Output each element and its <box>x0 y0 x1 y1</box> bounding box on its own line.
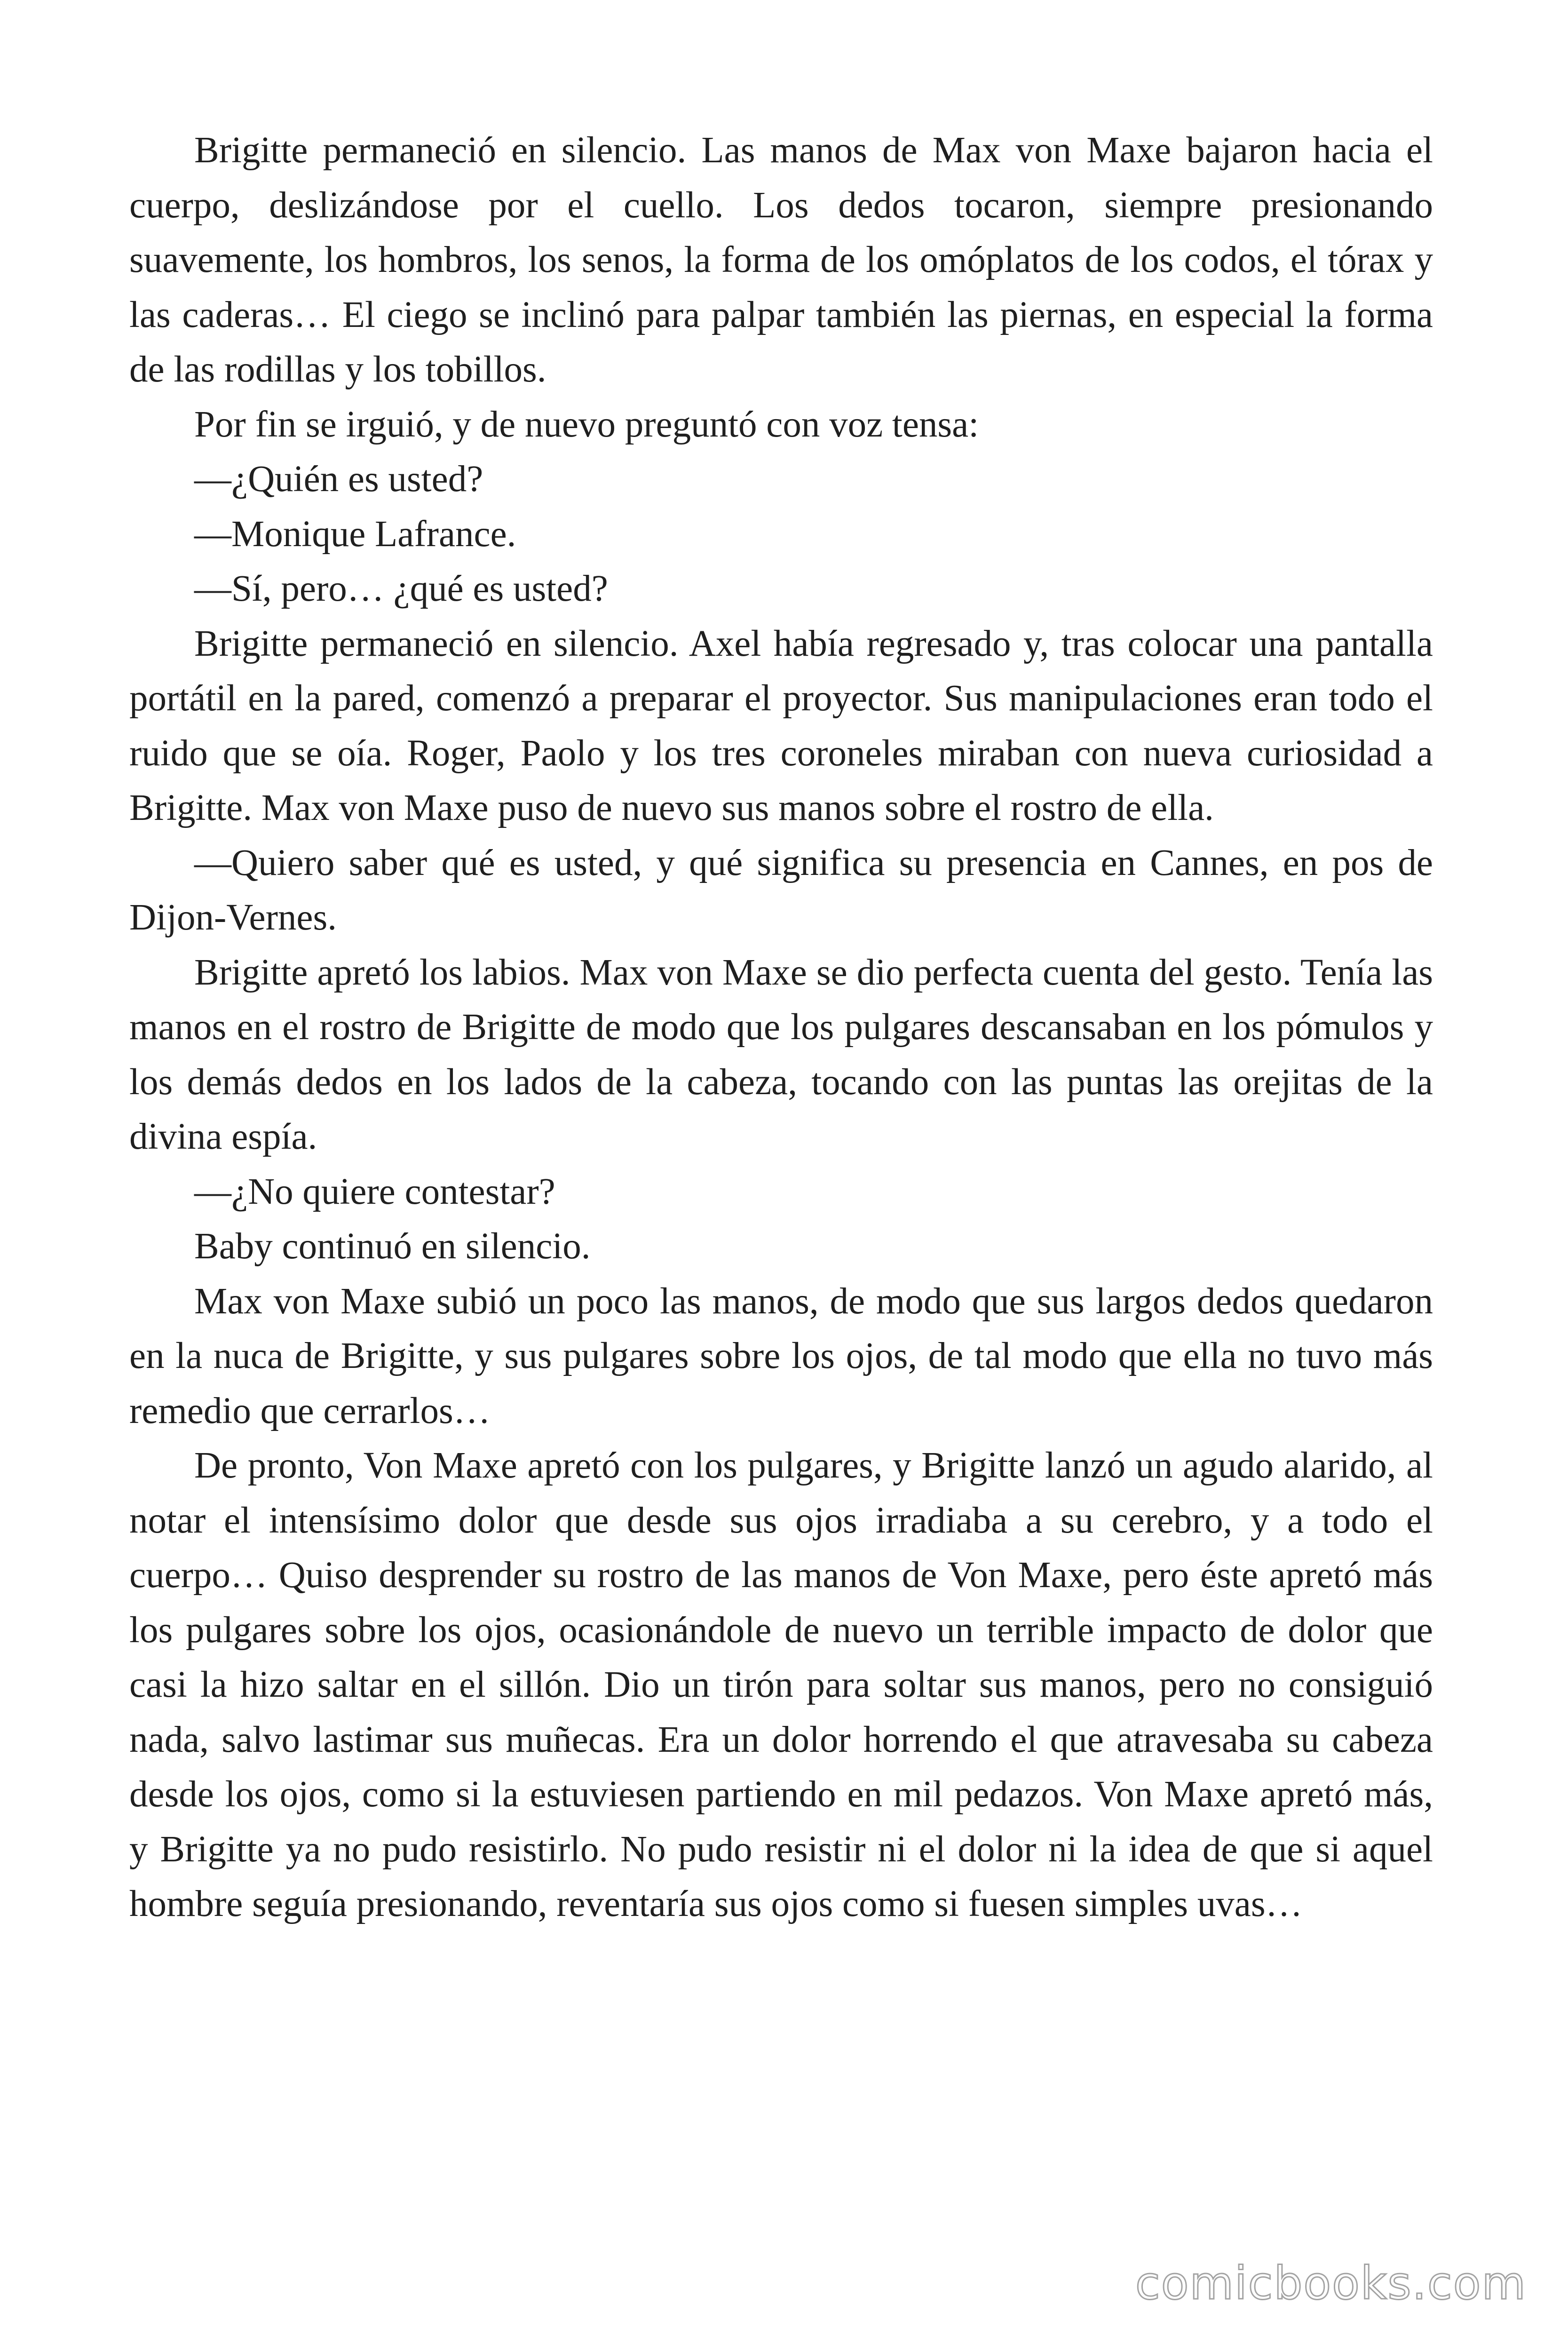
paragraph: —¿No quiere contestar? <box>194 1171 555 1212</box>
paragraph: Brigitte apretó los labios. Max von Maxe se dio perfecta cuenta del gesto. Tenía las manos en el rostro de Brigitte de modo que los pulgares descansaban en los pómulos y los demás dedos en los lados de la cabeza, tocando con las puntas las orejitas de la divina espía. <box>129 952 1433 1157</box>
paragraph: Brigitte permaneció en silencio. Las manos de Max von Maxe bajaron hacia el cuerpo, deslizándose por el cuello. Los dedos tocaron, siempre presionando suavemente, los hombros, los senos, la forma de los omóplatos de los codos, el tórax y las caderas… El ciego se inclinó para palpar también las piernas, en especial la forma de las rodillas y los tobillos. <box>129 130 1433 390</box>
paragraph: Baby continuó en silencio. <box>194 1226 591 1267</box>
paragraph: De pronto, Von Maxe apretó con los pulgares, y Brigitte lanzó un agudo alarido, al notar el intensísimo dolor que desde sus ojos irradiaba a su cerebro, y a todo el cuerpo… Quiso desprender su rostro de las manos de Von Maxe, pero éste apretó más los pulgares sobre los ojos, ocasionándole de nuevo un terrible impacto de dolor que casi la hizo saltar en el sillón. Dio un tirón para soltar sus manos, pero no consiguió nada, salvo lastimar sus muñecas. Era un dolor horrendo el que atravesaba su cabeza desde los ojos, como si la estuviesen partiendo en mil pedazos. Von Maxe apretó más, y Brigitte ya no pudo resistirlo. No pudo resistir ni el dolor ni la idea de que si aquel hombre seguía presionando, reventaría sus ojos como si fuesen simples uvas… <box>129 1445 1433 1924</box>
paragraph: —¿Quién es usted? <box>194 459 483 500</box>
paragraph: Brigitte permaneció en silencio. Axel había regresado y, tras colocar una pantalla portátil en la pared, comenzó a preparar el proyector. Sus manipulaciones eran todo el ruido que se oía. Roger, Paolo y los tres coroneles miraban con nueva curiosidad a Brigitte. Max von Maxe puso de nuevo sus manos sobre el rostro de ella. <box>129 623 1433 828</box>
page-body <box>129 123 1433 1932</box>
paragraph: Max von Maxe subió un poco las manos, de modo que sus largos dedos quedaron en la nuca de Brigitte, y sus pulgares sobre los ojos, de tal modo que ella no tuvo más remedio que cerrarlos… <box>129 1280 1433 1431</box>
paragraph: —Sí, pero… ¿qué es usted? <box>194 568 608 609</box>
paragraph: —Monique Lafrance. <box>194 513 516 555</box>
paragraph: —Quiero saber qué es usted, y qué significa su presencia en Cannes, en pos de Dijon-Vernes. <box>129 842 1433 938</box>
watermark: comicbooks.com <box>1135 2257 1527 2310</box>
paragraph: Por fin se irguió, y de nuevo preguntó con voz tensa: <box>194 404 979 445</box>
